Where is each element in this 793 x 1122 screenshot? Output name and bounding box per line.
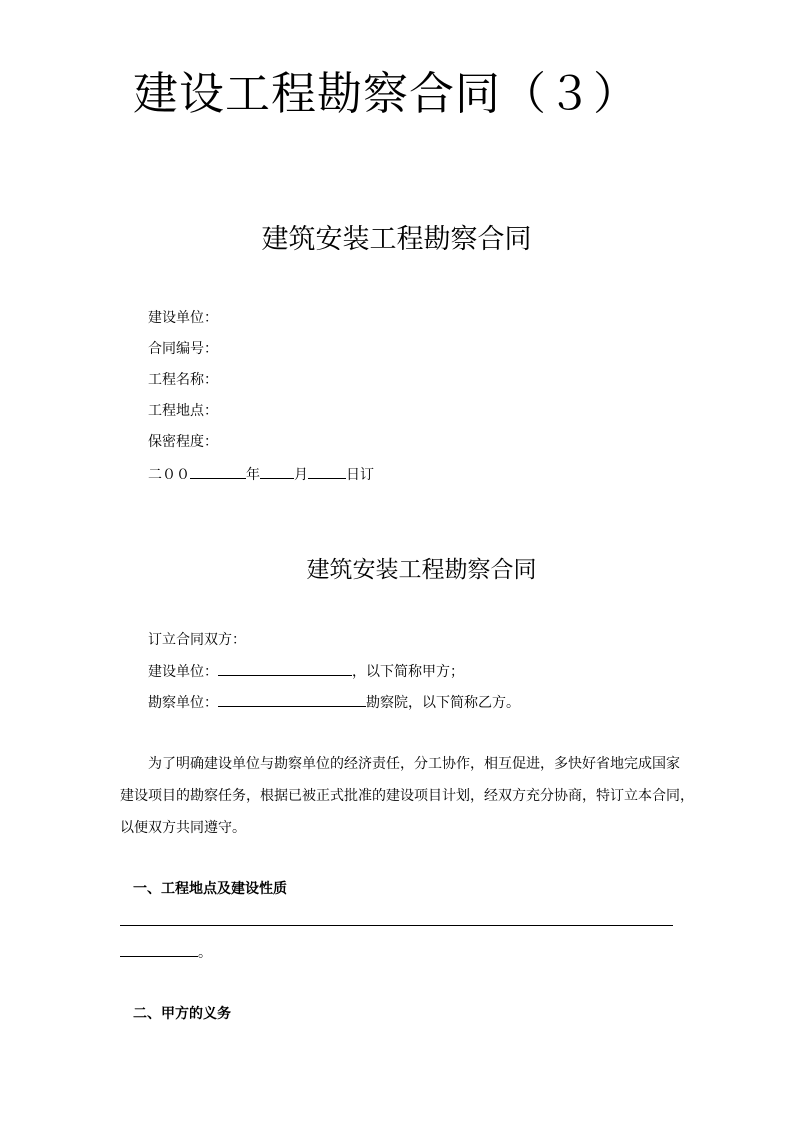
section-1-short-blank[interactable] [120, 942, 198, 957]
party-b-label: 勘察单位： [148, 695, 218, 711]
field-confidentiality: 保密程度： [148, 434, 218, 450]
field-construction-unit: 建设单位： [148, 310, 218, 326]
date-day: 日订 [346, 467, 374, 483]
section-1-fill-end [120, 942, 212, 963]
preamble-line: 为了明确建设单位与勘察单位的经济责任，分工协作，相互促进，多快好省地完成国家 [148, 756, 680, 772]
section-1-fill-line[interactable] [120, 925, 673, 926]
page-title: 建设工程勘察合同（３） [133, 67, 640, 120]
cover-title: 建筑安装工程勘察合同 [261, 224, 532, 255]
month-blank[interactable] [260, 464, 294, 479]
field-project-location: 工程地点： [148, 403, 218, 419]
party-b-line [148, 692, 520, 713]
preamble-line: 以便双方共同遵守。 [120, 820, 246, 836]
section-2-heading: 二、甲方的义务 [133, 1006, 231, 1022]
year-blank[interactable] [190, 464, 246, 479]
field-project-name: 工程名称： [148, 372, 218, 388]
section-1-heading: 一、工程地点及建设性质 [133, 881, 287, 897]
date-prefix: 二００ [148, 467, 190, 483]
party-b-blank[interactable] [218, 692, 366, 707]
parties-intro: 订立合同双方： [148, 632, 246, 648]
party-a-suffix: ，以下简称甲方； [352, 664, 464, 680]
contract-title: 建筑安装工程勘察合同 [306, 557, 537, 583]
day-blank[interactable] [308, 464, 346, 479]
section-1-end-mark: 。 [198, 945, 212, 961]
date-year: 年 [246, 467, 260, 483]
field-contract-number: 合同编号： [148, 341, 218, 357]
preamble-line: 建设项目的勘察任务，根据已被正式批准的建设项目计划，经双方充分协商，特订立本合同， [120, 788, 694, 804]
date-line [148, 464, 374, 485]
date-month: 月 [294, 467, 308, 483]
party-a-label: 建设单位： [148, 664, 218, 680]
preamble-paragraph [120, 748, 694, 844]
party-a-blank[interactable] [218, 661, 352, 676]
party-b-suffix: 勘察院，以下简称乙方。 [366, 695, 520, 711]
party-a-line [148, 661, 464, 682]
